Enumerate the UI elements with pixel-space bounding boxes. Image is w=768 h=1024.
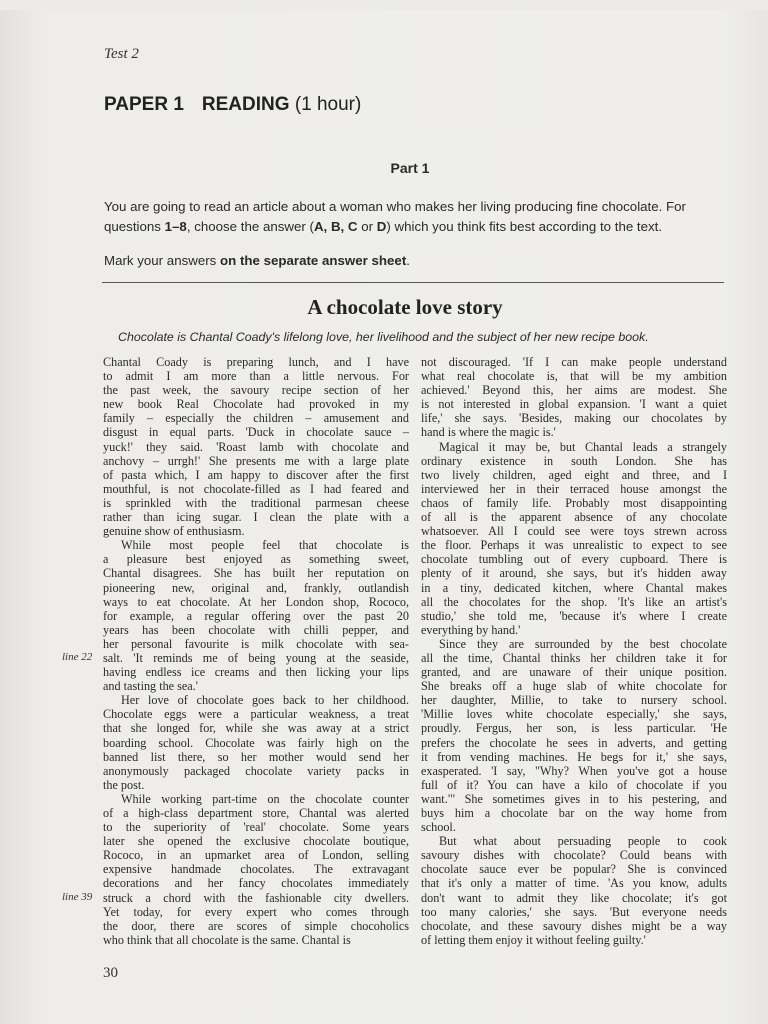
article-text-line: school. (421, 820, 456, 835)
article-text-line: decorations and her fancy chocolates immediately (103, 876, 409, 891)
article-text-line: interviewed her in their terraced house amongst the (421, 481, 727, 496)
article-text-line: later she opened the exclusive chocolate boutique, (103, 834, 409, 849)
article-text-line: anonymously packaged chocolate variety packs in (103, 763, 409, 778)
article-text-line: While most people feel that chocolate is (121, 538, 409, 553)
article-text-line: the floor. Perhaps it was unrealistic to expect to see (421, 538, 727, 553)
article-text-line: boarding school. Chocolate was fairly high on the (103, 735, 409, 750)
article-column-right (421, 355, 727, 947)
article-text-line: having endless ice creams and then licking your lips (103, 665, 409, 680)
article-title: A chocolate love story (307, 295, 503, 319)
article-text-line: the post. (103, 777, 145, 792)
article-column-left (103, 355, 409, 947)
page-number: 30 (103, 965, 118, 981)
article-text-line: granted, and are unaware of their unique position. (421, 665, 727, 680)
article-text-line: Yet today, for every expert who comes through (103, 904, 409, 919)
article-text-line: of all is the apparent absence of any chocolate (421, 510, 727, 525)
article-text-line: anchovy – urrgh!' She presents me with a large plate (103, 453, 409, 468)
line-marker: line 39 (62, 890, 93, 903)
article-text-line: rather than icing sugar. I clean the plate with a (103, 510, 409, 525)
article-text-line: in a tiny, dedicated kitchen, where Chantal makes (421, 580, 727, 595)
article-text-line: of a high-class department store, Chantal was alerted (103, 806, 409, 820)
article-text-line: whatsoever. All I could see were toys strewn across (421, 524, 727, 539)
article-text-line: She breaks off a huge slab of white chocolate for (421, 679, 727, 694)
article-text-line: all the time, Chantal thinks her children take it for (421, 650, 727, 665)
article-text-line: of letting them enjoy it without feeling guilty.' (421, 932, 646, 947)
instr-text: or (357, 219, 377, 234)
duration: (1 hour) (294, 94, 362, 115)
article-text-line: her personal favourite is milk chocolate with sea- (103, 636, 409, 651)
article-text-line: yuck!' they said. 'Roast lamb with chocolate and (103, 439, 409, 454)
article-text-line: 'Millie loves white chocolate especially,' she says, (421, 707, 727, 722)
article-text-line: it from vending machines. He begs for it,' she says, (421, 749, 727, 764)
article-text-line: ways to eat chocolate. At her London shop, Rococo, (103, 594, 409, 609)
article-text-line: proudly. Fergus, her son, is less particular. 'He (421, 721, 727, 736)
article-text-line: want."' She sometimes gives in to his pestering, and (421, 791, 727, 806)
article-text-line: chaos of family life. Probably most disappointing (421, 495, 727, 510)
article-text-line: a pleasure best enjoyed as something sweet, (103, 552, 409, 567)
article-text-line: Magical it may be, but Chantal leads a strangely (439, 439, 727, 454)
answer-options: A, B, C (313, 219, 358, 234)
instructions-line-2 (104, 217, 724, 237)
article-text-line: mouthful, is not chocolate-filled as I had feared and (103, 481, 409, 496)
article-text-line: buys him a chocolate bar on the way home from (421, 806, 727, 820)
article-text-line: studio,' she told me, 'because it's where I create (421, 608, 727, 623)
article-text-line: that she longed for, while she was away at a strict (103, 721, 409, 736)
instructions (104, 197, 724, 237)
article-text-line: ordinary existence in south London. She has (421, 453, 727, 468)
article-text-line: Chocolate eggs were a particular weakness, a treat (103, 707, 409, 722)
article-text-line: hand is where the magic is.' (421, 425, 556, 440)
paper-number: PAPER 1 (104, 94, 184, 115)
article-text-line: too many calories,' she says. 'But everyone needs (421, 904, 727, 919)
article-text-line: savoury dishes with chocolate? Could beans with (421, 848, 727, 863)
instr-text: . (406, 253, 410, 268)
instr-text: , choose the answer ( (186, 219, 314, 234)
instructions-line-1: You are going to read an article about a woman who makes her living producing fine chocolate. For (104, 199, 686, 214)
article-text-line: that it's only a matter of time. 'As you know, adults (421, 876, 727, 891)
article-text-line: banned list there, so her mother would send her (103, 749, 409, 764)
article-text-line: the past week, the savoury recipe section of her (103, 383, 409, 398)
paper-heading (104, 94, 361, 116)
test-label: Test 2 (104, 46, 139, 62)
article-text-line: is sprinkled with the traditional parmesan cheese (103, 495, 409, 510)
question-range: 1–8 (164, 219, 187, 234)
article-text-line: pioneering new, original and, frankly, outlandish (103, 580, 409, 595)
article-text-line: Chantal disagrees. She has built her reputation on (103, 566, 409, 581)
article-text-line: Chantal Coady is preparing lunch, and I have (103, 355, 409, 369)
part-heading: Part 1 (390, 160, 430, 176)
article-text-line: all the chocolates for the shop. 'It's like an artist's (421, 594, 727, 609)
article-text-line: her daughter, Millie, to take to nursery school. (421, 693, 727, 708)
article-text-line: not discouraged. 'If I can make people understand (421, 355, 727, 369)
divider (102, 282, 724, 283)
article-text-line: While working part-time on the chocolate counter (121, 791, 409, 806)
answer-option-d: D (376, 219, 387, 234)
mark-answers-instruction (104, 253, 410, 268)
section-name: READING (201, 94, 290, 115)
article-text-line: the door, there are scores of simple chocoholics (103, 918, 409, 933)
article-text-line: exasperated. 'I say, "Why? When you've got a house (421, 763, 727, 778)
instr-text: Mark your answers (104, 253, 221, 268)
article-text-line: Since they are surrounded by the best chocolate (439, 636, 727, 651)
article-text-line: chocolate sauce ever be popular? She is convinced (421, 862, 727, 877)
article-text-line: genuine show of enthusiasm. (103, 524, 245, 539)
article-text-line: Her love of chocolate goes back to her childhood. (121, 693, 409, 708)
article-text-line: and tasting the sea.' (103, 679, 198, 694)
article-text-line: achieved.' Beyond this, her aims are modest. She (421, 383, 727, 398)
page-scan (0, 10, 768, 1024)
article-text-line: to the superiority of 'real' chocolate. Some years (103, 820, 409, 835)
instr-text: questions (104, 219, 165, 234)
article-text-line: full of it? You can have a kilo of chocolate if you (421, 777, 727, 792)
article-text-line: prefers the chocolate he sees in adverts, and getting (421, 735, 727, 750)
article-subtitle: Chocolate is Chantal Coady's lifelong love, her livelihood and the subject of her new recipe book. (118, 330, 649, 344)
article-text-line: everything by hand.' (421, 622, 521, 637)
article-text-line: who think that all chocolate is the same. Chantal is (103, 932, 351, 947)
article-text-line: plenty of it around, she says, but it's hidden away (421, 566, 727, 581)
article-text-line: disgust in equal parts. 'Duck in chocolate sauce – (103, 425, 409, 440)
answer-sheet-note: on the separate answer sheet (220, 253, 407, 268)
article-text-line: family – especially the children – amusement and (103, 411, 409, 426)
article-text-line: for example, a regular offering over the past 20 (103, 608, 409, 623)
line-marker: line 22 (62, 651, 93, 664)
article-text-line: chocolate tumbling out of every cupboard. There is (421, 552, 727, 567)
article-text-line: two lively children, aged eight and three, and I (421, 467, 727, 482)
article-text-line: is not interested in global expansion. 'I want a quiet (421, 397, 727, 412)
article-text-line: years has been chocolate with chilli pepper, and (103, 622, 409, 637)
article-text-line: of pasta which, I am happy to discover after the first (103, 467, 409, 482)
article-text-line: to admit I am more than a little nervous. For (103, 369, 409, 384)
article-text-line: what real chocolate is, that will be my ambition (421, 369, 727, 384)
article-text-line: chocolate, and these savoury dishes might be a way (421, 918, 727, 933)
article-text-line: life,' she says. 'Besides, making our chocolates by (421, 411, 727, 426)
article-text-line: new book Real Chocolate had provoked in my (103, 397, 409, 412)
article-text-line: salt. 'It reminds me of being young at the seaside, (103, 650, 409, 665)
instr-text: ) which you think fits best according to the text. (386, 219, 663, 234)
article-text-line: expensive handmade chocolates. The extravagant (103, 862, 409, 877)
article-text-line: But what about persuading people to cook (439, 834, 727, 849)
article-text-line: struck a chord with the fashionable city dwellers. (103, 890, 409, 905)
article-text-line: don't want to admit they like chocolate; it's got (421, 890, 727, 905)
article-text-line: Rococo, in an upmarket area of London, selling (103, 848, 409, 863)
